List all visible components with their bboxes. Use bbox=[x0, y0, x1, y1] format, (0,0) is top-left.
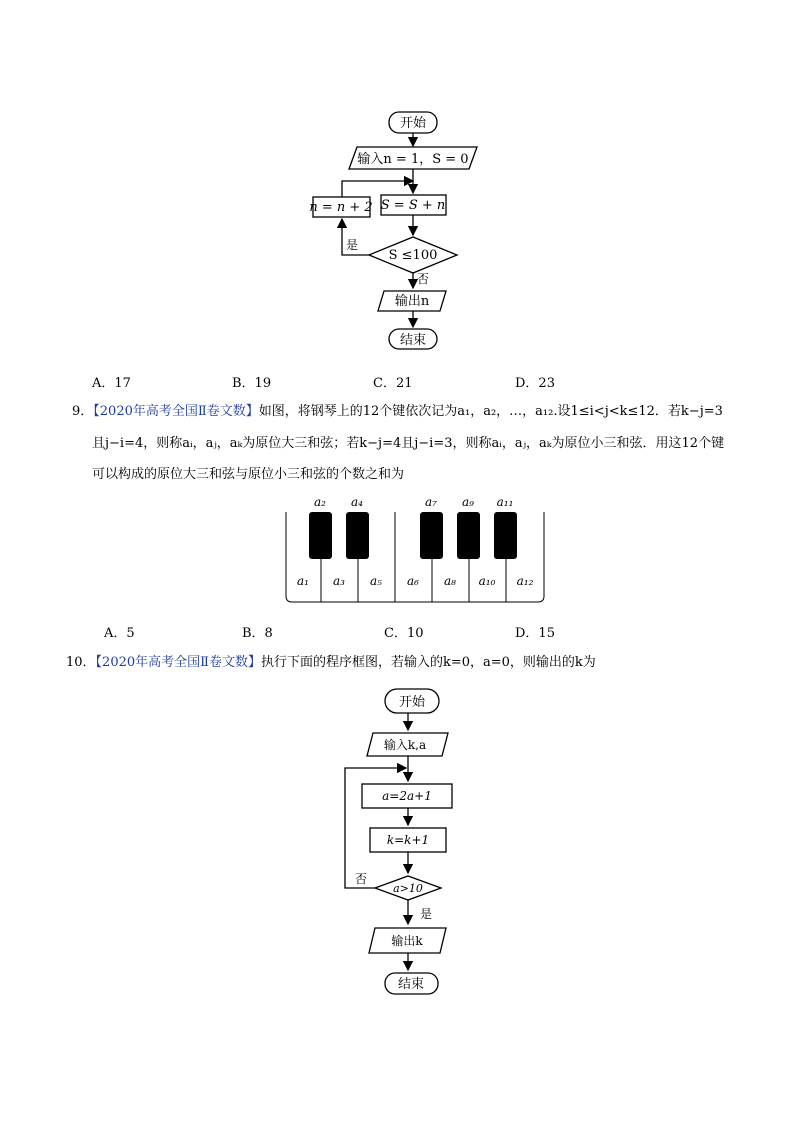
black-key-a9 bbox=[457, 512, 480, 559]
q10-line bbox=[66, 653, 596, 673]
q8-option-c[interactable]: C．21 bbox=[373, 376, 413, 391]
q9-option-a[interactable]: A．5 bbox=[104, 626, 135, 641]
key-label-a5: a₅ bbox=[370, 574, 382, 588]
fc2-end-label: 结束 bbox=[397, 977, 425, 992]
fc1-yes-label: 是 bbox=[346, 238, 359, 252]
fc2-condition-label: a>10 bbox=[393, 882, 423, 895]
fc2-update-a-label: a=2a+1 bbox=[382, 789, 432, 803]
q10-number: 10． bbox=[66, 655, 96, 670]
q9-number: 9． bbox=[72, 404, 94, 419]
q9-line-1 bbox=[72, 402, 723, 422]
fc1-output-label: 输出n bbox=[394, 294, 430, 309]
q9-option-d[interactable]: D．15 bbox=[515, 626, 555, 641]
q8-option-a[interactable]: A．17 bbox=[92, 376, 131, 391]
key-label-a12: a₁₂ bbox=[516, 574, 534, 588]
black-key-a7 bbox=[420, 512, 443, 559]
fc2-input-label: 输入k,a bbox=[383, 738, 427, 752]
fc1-end-label: 结束 bbox=[399, 333, 427, 348]
key-label-a8: a₈ bbox=[444, 574, 456, 588]
key-label-a6: a₆ bbox=[407, 574, 419, 588]
q8-option-d[interactable]: D．23 bbox=[515, 376, 555, 391]
key-label-a2: a₂ bbox=[314, 495, 326, 509]
key-label-a3: a₃ bbox=[333, 574, 345, 588]
key-label-a11: a₁₁ bbox=[496, 495, 514, 509]
q9-text-1: 如图，将钢琴上的12个键依次记为a₁，a₂，…，a₁₂.设1≤i<j<k≤12．若k−j=3 bbox=[258, 404, 723, 419]
key-label-a9: a₉ bbox=[462, 495, 474, 509]
fc1-input-label: 输入n = 1，S = 0 bbox=[357, 152, 469, 167]
fc1-no-label: 否 bbox=[417, 272, 430, 286]
q9-line-2: 且j−i=4，则称aᵢ，aⱼ，aₖ为原位大三和弦；若k−j=4且j−i=3，则称aᵢ，aⱼ，aₖ为原位小三和弦．用这12个键 bbox=[92, 436, 725, 451]
black-key-a11 bbox=[494, 512, 517, 559]
flowchart-2 bbox=[0, 680, 794, 1010]
q9-option-c[interactable]: C．10 bbox=[384, 626, 424, 641]
fc1-condition-label: S ≤100 bbox=[388, 248, 438, 263]
black-key-a2 bbox=[309, 512, 332, 559]
q9-line-3: 可以构成的原位大三和弦与原位小三和弦的个数之和为 bbox=[92, 467, 405, 482]
fc2-output-label: 输出k bbox=[391, 934, 423, 948]
piano-keyboard bbox=[280, 490, 550, 610]
q9-option-b[interactable]: B．8 bbox=[242, 626, 273, 641]
fc1-start-label: 开始 bbox=[399, 116, 427, 131]
q9-source-tag: 【2020年高考全国Ⅱ卷文数】 bbox=[93, 404, 259, 419]
fc2-yes-label: 是 bbox=[420, 907, 433, 921]
key-label-a1: a₁ bbox=[297, 574, 309, 588]
fc2-update-k-label: k=k+1 bbox=[386, 833, 430, 847]
q8-option-b[interactable]: B．19 bbox=[232, 376, 272, 391]
black-key-a4 bbox=[346, 512, 369, 559]
fc2-start-label: 开始 bbox=[398, 695, 426, 710]
key-label-a4: a₄ bbox=[351, 495, 363, 509]
key-label-a7: a₇ bbox=[425, 495, 437, 509]
fc1-update-n-label: n = n + 2 bbox=[309, 200, 373, 215]
fc2-no-label: 否 bbox=[355, 872, 368, 886]
q10-source-tag: 【2020年高考全国Ⅱ卷文数】 bbox=[95, 655, 261, 670]
q10-text: 执行下面的程序框图，若输入的k=0，a=0，则输出的k为 bbox=[260, 655, 596, 670]
flowchart-1 bbox=[0, 0, 794, 360]
fc1-update-s-label: S = S + n bbox=[380, 198, 446, 213]
key-label-a10: a₁₀ bbox=[478, 574, 496, 588]
